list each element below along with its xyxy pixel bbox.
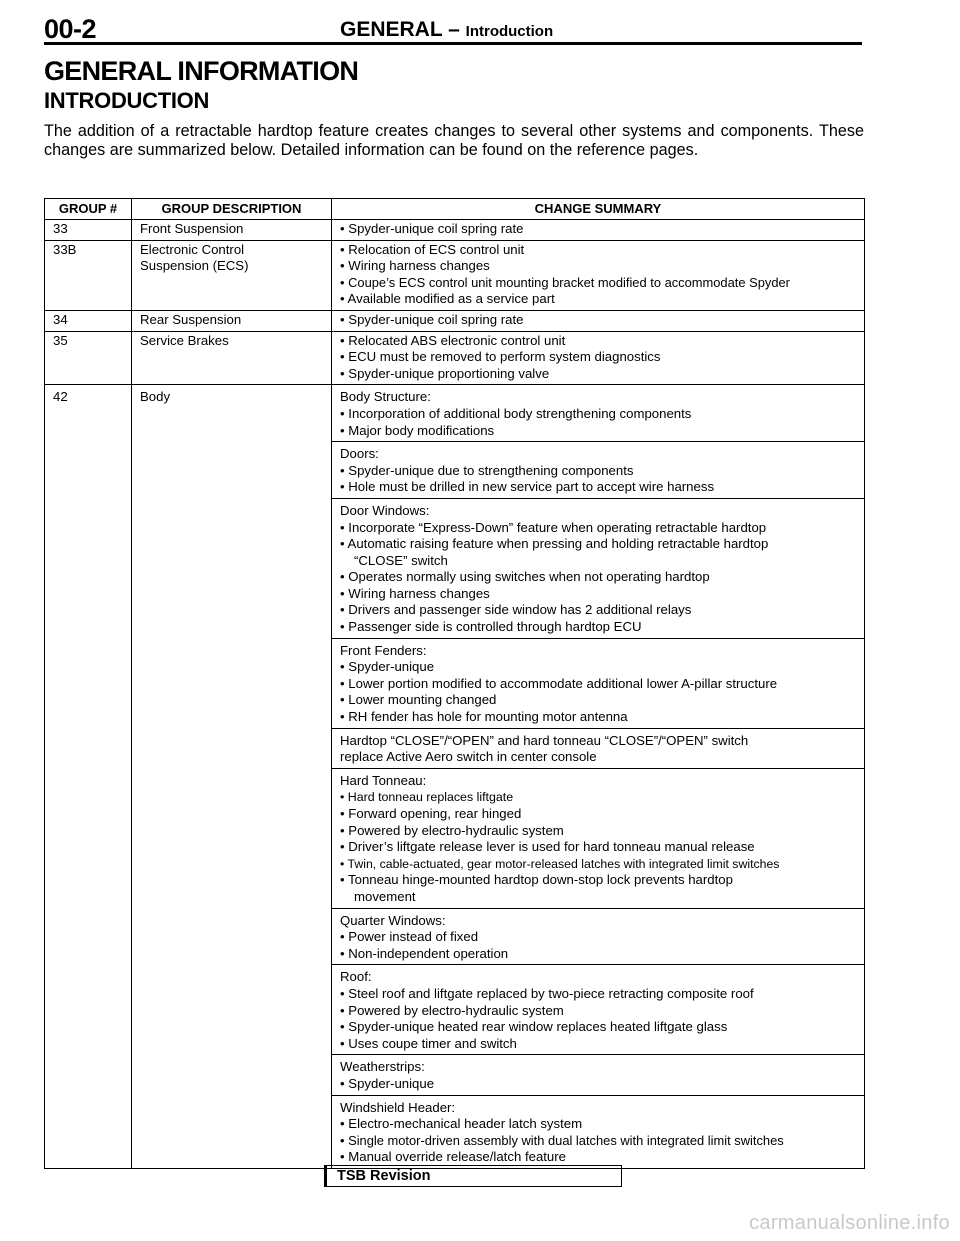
hardtop-switch-section — [332, 728, 865, 768]
header-group-number: GROUP # — [45, 199, 132, 220]
doors-section — [332, 442, 865, 499]
group-description — [132, 240, 332, 310]
summary-line: • Tonneau hinge-mounted hardtop down-stop lock prevents hardtop — [340, 872, 733, 888]
summary-line: • ECU must be removed to perform system diagnostics — [340, 349, 661, 365]
change-summary-table — [44, 198, 865, 1169]
section-heading: Hard Tonneau: — [340, 772, 427, 788]
summary-line: • Wiring harness changes — [340, 258, 490, 274]
summary-line: • Automatic raising feature when pressing and holding retractable hardtop — [340, 536, 769, 552]
change-summary-cell — [332, 240, 865, 310]
change-summary-cell — [332, 220, 865, 241]
hard-tonneau-section — [332, 768, 865, 908]
section-heading: Doors: — [340, 446, 379, 462]
section-heading: Body Structure: — [340, 389, 431, 405]
body-structure-section — [332, 385, 865, 442]
summary-line: • Operates normally using switches when not operating hardtop — [340, 569, 710, 585]
roof-section — [332, 965, 865, 1055]
summary-line: • Uses coupe timer and switch — [340, 1035, 517, 1051]
section-heading: Quarter Windows: — [340, 912, 446, 928]
summary-line: • Relocated ABS electronic control unit — [340, 332, 566, 348]
summary-line: • Twin, cable-actuated, gear motor-released latches with integrated limit switches — [340, 856, 780, 871]
table-row — [45, 240, 865, 310]
header-group-description: GROUP DESCRIPTION — [132, 199, 332, 220]
section-heading: Weatherstrips: — [340, 1059, 425, 1075]
summary-line: • Single motor-driven assembly with dual latches with integrated limit switches — [340, 1132, 784, 1148]
group-number: 35 — [45, 331, 132, 385]
group-description: Front Suspension — [132, 220, 332, 241]
summary-line: • Power instead of fixed — [340, 929, 479, 945]
section-subtitle: Introduction — [465, 23, 554, 40]
summary-line: • Spyder-unique heated rear window replaces heated liftgate glass — [340, 1019, 728, 1035]
section-heading: Door Windows: — [340, 502, 430, 518]
change-summary-cell — [332, 310, 865, 331]
summary-line: • Manual override release/latch feature — [340, 1149, 566, 1165]
summary-line: • Lower portion modified to accommodate additional lower A-pillar structure — [340, 675, 778, 691]
table-header-row — [45, 199, 865, 220]
weatherstrips-section — [332, 1055, 865, 1095]
page-number: 00-2 — [44, 14, 97, 44]
site-watermark: carmanualsonline.info — [749, 1212, 950, 1234]
summary-line: • Major body modifications — [340, 422, 495, 438]
section-heading: Windshield Header: — [340, 1099, 456, 1115]
group-description: Body — [132, 385, 332, 1169]
summary-line: • Spyder-unique — [340, 659, 435, 675]
summary-line: • Hard tonneau replaces liftgate — [340, 790, 514, 805]
group-number: 42 — [45, 385, 132, 1169]
title-dash: – — [442, 18, 466, 41]
summary-line: • Drivers and passenger side window has 2 additional relays — [340, 602, 692, 618]
summary-line: • Incorporation of additional body strengthening components — [340, 405, 692, 421]
description-line: Electronic Control — [140, 241, 245, 257]
summary-line-continued: “CLOSE” switch — [354, 552, 448, 568]
page-header — [44, 12, 862, 45]
group-number: 33B — [45, 240, 132, 310]
section-name: GENERAL — [340, 18, 443, 41]
summary-line: • Spyder-unique due to strengthening components — [340, 462, 634, 478]
section-heading: Hardtop “CLOSE”/“OPEN” and hard tonneau “CLOSE”/“OPEN” switch — [340, 732, 749, 748]
summary-line: • Wiring harness changes — [340, 585, 490, 601]
summary-line: • Available modified as a service part — [340, 291, 555, 307]
section-heading: Roof: — [340, 969, 372, 985]
table-row — [45, 220, 865, 241]
tsb-revision-box: TSB Revision — [324, 1165, 622, 1187]
group-description: Service Brakes — [132, 331, 332, 385]
summary-line: • Relocation of ECS control unit — [340, 241, 525, 257]
summary-line: • RH fender has hole for mounting motor antenna — [340, 709, 628, 725]
summary-line: replace Active Aero switch in center console — [340, 749, 597, 765]
header-change-summary: CHANGE SUMMARY — [332, 199, 865, 220]
summary-line: • Spyder-unique coil spring rate — [340, 221, 524, 236]
summary-line: • Powered by electro-hydraulic system — [340, 1002, 564, 1018]
quarter-windows-section — [332, 908, 865, 965]
group-number: 34 — [45, 310, 132, 331]
change-summary-cell — [332, 331, 865, 385]
summary-line: • Lower mounting changed — [340, 692, 497, 708]
door-windows-section — [332, 498, 865, 638]
summary-line: • Driver’s liftgate release lever is used for hard tonneau manual release — [340, 839, 755, 855]
section-title — [340, 18, 553, 42]
summary-line: • Hole must be drilled in new service part to accept wire harness — [340, 479, 715, 495]
table-row — [45, 385, 865, 442]
windshield-header-section — [332, 1095, 865, 1168]
table-row — [45, 310, 865, 331]
summary-line: • Passenger side is controlled through hardtop ECU — [340, 619, 642, 635]
section-heading: Front Fenders: — [340, 642, 427, 658]
summary-line: • Forward opening, rear hinged — [340, 806, 522, 821]
front-fenders-section — [332, 638, 865, 728]
summary-line: • Spyder-unique proportioning valve — [340, 365, 550, 381]
summary-line: • Steel roof and liftgate replaced by two-piece retracting composite roof — [340, 985, 754, 1001]
summary-line: • Spyder-unique coil spring rate — [340, 311, 524, 327]
summary-line: • Incorporate “Express-Down” feature when operating retractable hardtop — [340, 519, 767, 535]
summary-line: • Electro-mechanical header latch system — [340, 1116, 583, 1132]
summary-line: • Coupe’s ECS control unit mounting bracket modified to accommodate Spyder — [340, 274, 790, 290]
group-number: 33 — [45, 220, 132, 241]
description-line: Suspension (ECS) — [140, 258, 249, 274]
summary-line: • Non-independent operation — [340, 945, 509, 961]
table-row — [45, 331, 865, 385]
summary-line-continued: movement — [354, 888, 416, 904]
summary-line: • Spyder-unique — [340, 1075, 435, 1091]
heading-introduction: INTRODUCTION — [44, 88, 210, 113]
summary-line: • Powered by electro-hydraulic system — [340, 822, 564, 838]
intro-paragraph: The addition of a retractable hardtop feature creates changes to several other systems and components. These changes are summarized below. Detailed information can be found on the reference pages. — [44, 122, 864, 159]
heading-general-information: GENERAL INFORMATION — [44, 56, 359, 86]
group-description: Rear Suspension — [132, 310, 332, 331]
